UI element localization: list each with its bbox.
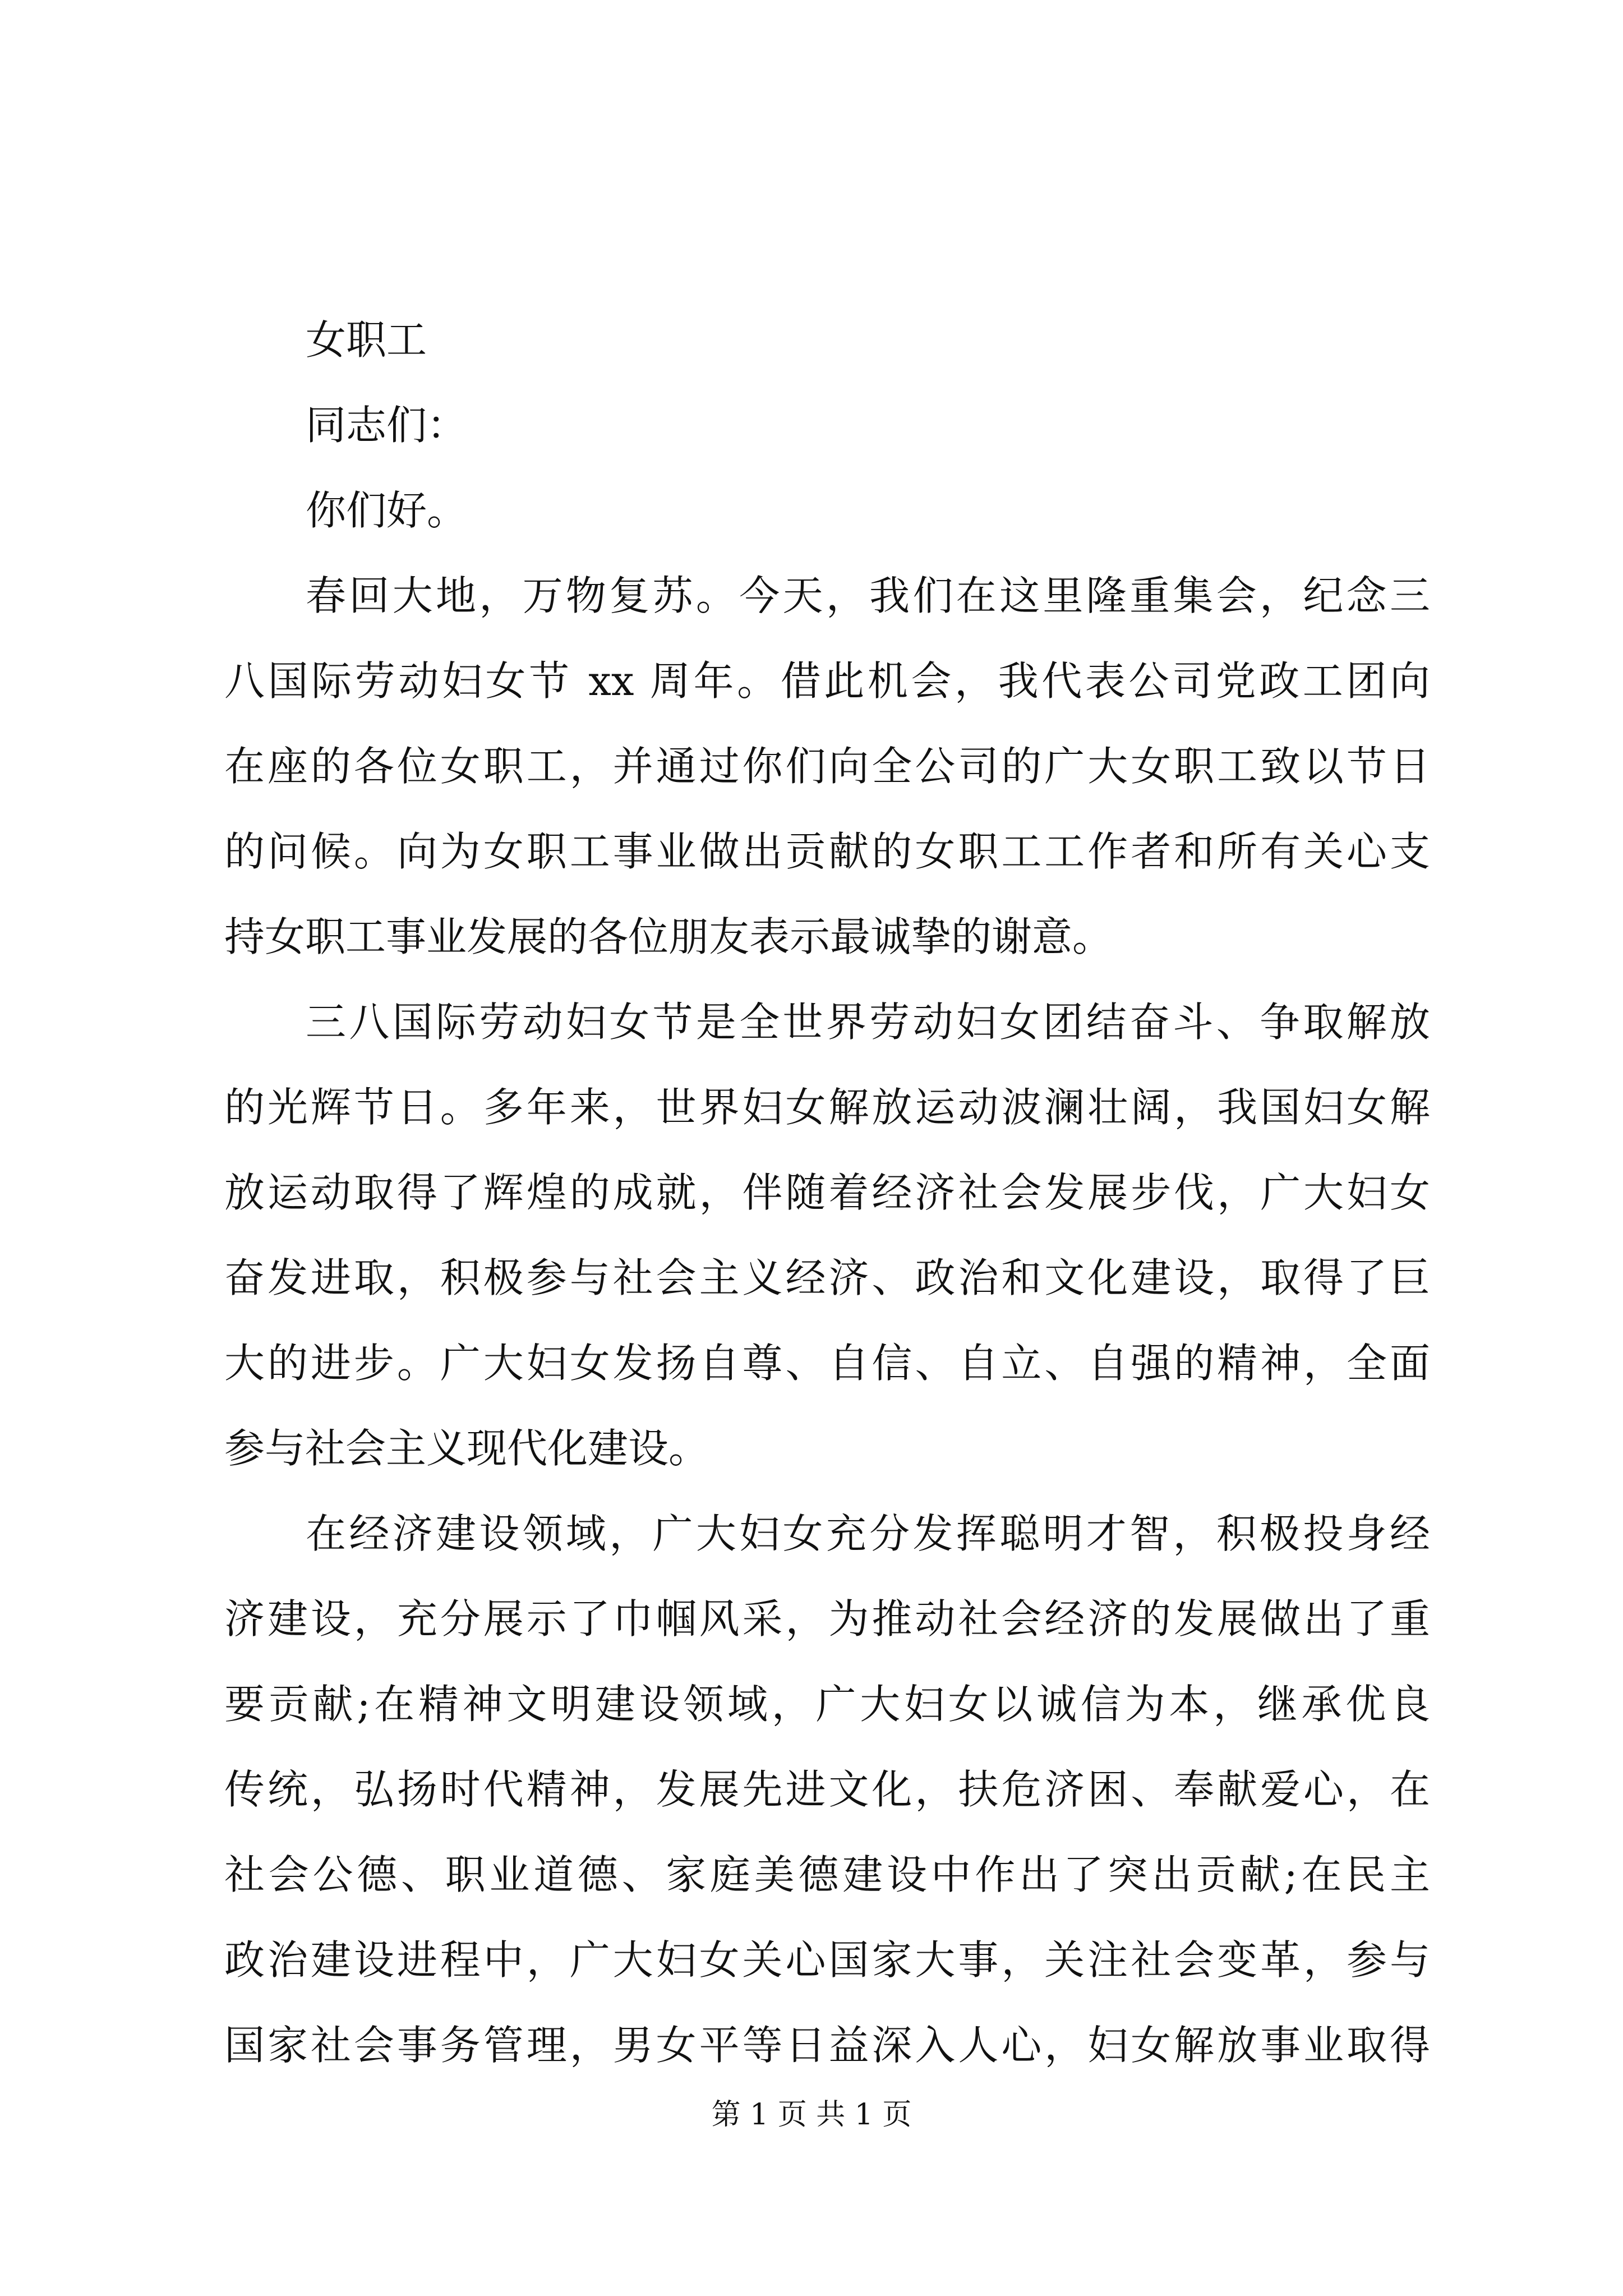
paragraph-line: 春回大地，万物复苏。今天，我们在这里隆重集会，纪念三 xyxy=(306,572,1430,619)
paragraph-line: 社会公德、职业道德、家庭美德建设中作出了突出贡献;在民主 xyxy=(224,1851,1430,1898)
paragraph xyxy=(224,979,1430,1491)
paragraph-line: 在经济建设领域，广大妇女充分发挥聪明才智，积极投身经 xyxy=(306,1510,1430,1557)
paragraph-line: 持女职工事业发展的各位朋友表示最诚挚的谢意。 xyxy=(224,913,1113,960)
paragraph-line: 要贡献;在精神文明建设领域，广大妇女以诚信为本，继承优良 xyxy=(224,1681,1430,1728)
paragraph-line: 参与社会主义现代化建设。 xyxy=(224,1425,709,1472)
document-body xyxy=(224,297,1430,2088)
paragraph xyxy=(224,1491,1430,2088)
paragraph-line: 大的进步。广大妇女发扬自尊、自信、自立、自强的精神，全面 xyxy=(224,1340,1430,1387)
paragraph-line: 奋发进取，积极参与社会主义经济、政治和文化建设，取得了巨 xyxy=(224,1254,1430,1301)
paragraph-line: 的问候。向为女职工事业做出贡献的女职工工作者和所有关心支 xyxy=(224,828,1430,875)
salutation-line: 同志们： xyxy=(306,402,468,449)
paragraph-line: 三八国际劳动妇女节是全世界劳动妇女团结奋斗、争取解放 xyxy=(306,999,1430,1046)
salutation-line: 你们好。 xyxy=(306,487,468,534)
paragraph-line: 政治建设进程中，广大妇女关心国家大事，关注社会变革，参与 xyxy=(224,1936,1430,1984)
paragraph-line: 八国际劳动妇女节 xx 周年。借此机会，我代表公司党政工团向 xyxy=(224,657,1430,705)
salutation-line: 女职工 xyxy=(306,316,427,364)
paragraph-line: 济建设，充分展示了巾帼风采，为推动社会经济的发展做出了重 xyxy=(224,1595,1430,1642)
paragraph-line: 国家社会事务管理，男女平等日益深入人心，妇女解放事业取得 xyxy=(224,2022,1430,2069)
page-number-footer: 第 1 页 共 1 页 xyxy=(711,2098,912,2132)
paragraph-line: 传统，弘扬时代精神，发展先进文化，扶危济困、奉献爱心，在 xyxy=(224,1766,1430,1813)
paragraph-line: 在座的各位女职工，并通过你们向全公司的广大女职工致以节日 xyxy=(224,743,1430,790)
paragraph xyxy=(224,553,1430,979)
paragraph-line: 放运动取得了辉煌的成就，伴随着经济社会发展步伐，广大妇女 xyxy=(224,1169,1430,1216)
paragraph-line: 的光辉节日。多年来，世界妇女解放运动波澜壮阔，我国妇女解 xyxy=(224,1084,1430,1131)
